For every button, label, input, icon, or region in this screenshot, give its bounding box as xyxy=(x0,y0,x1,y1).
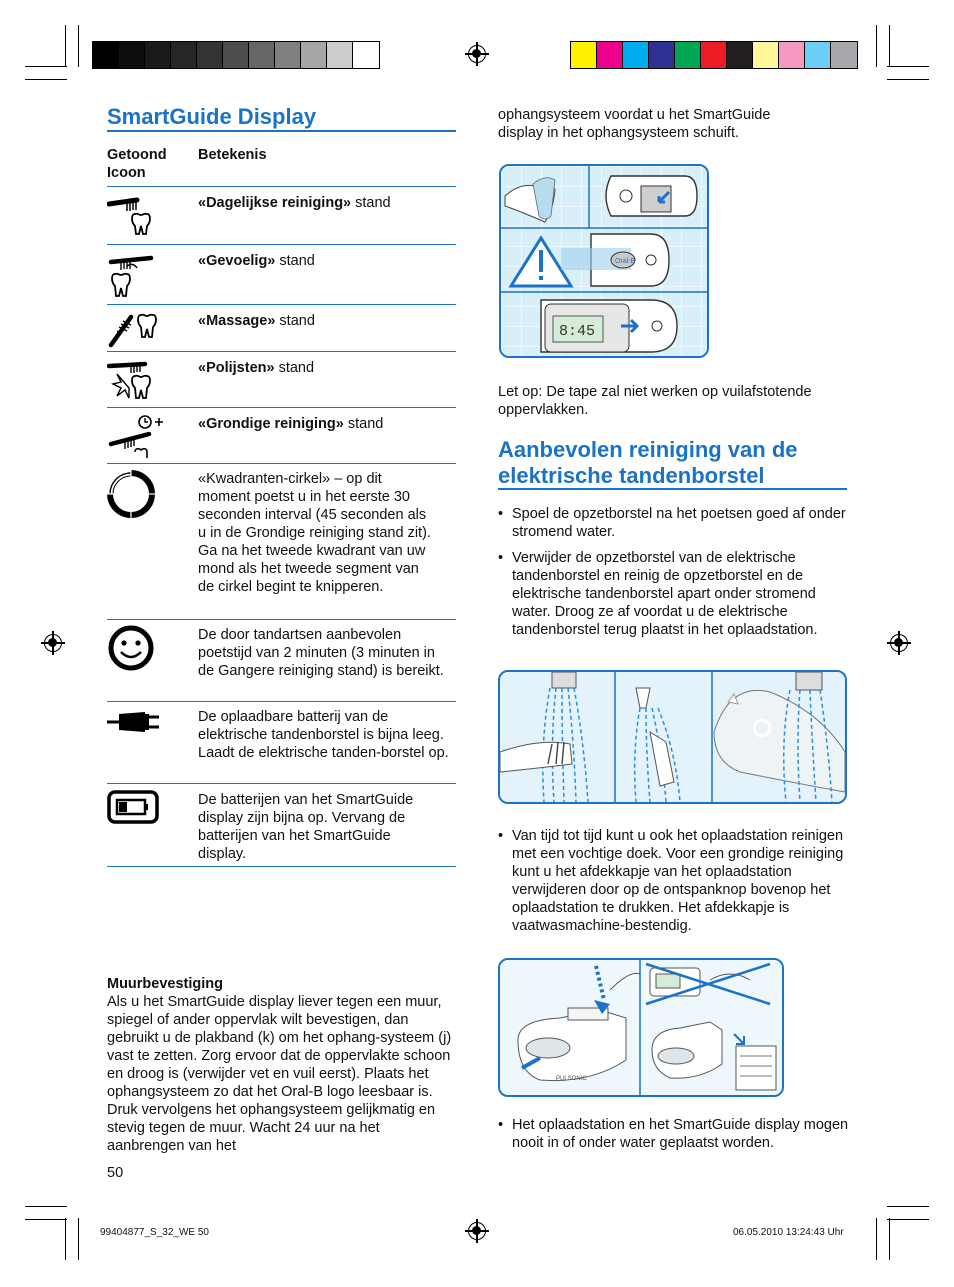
color-swatch xyxy=(701,42,727,68)
section-title-smartguide: SmartGuide Display xyxy=(107,104,317,129)
color-swatch xyxy=(753,42,779,68)
tape-note: Let op: De tape zal niet werken op vuilafstotende oppervlakken. xyxy=(498,384,812,418)
color-swatch xyxy=(831,42,857,68)
table-divider xyxy=(107,186,456,187)
table-cell-sensitive: «Gevoelig» stand xyxy=(198,253,315,269)
crop-mark xyxy=(887,1219,929,1220)
crop-mark xyxy=(78,1218,79,1260)
title-underline xyxy=(498,488,847,490)
crop-mark xyxy=(876,1218,877,1260)
crop-mark xyxy=(876,25,877,67)
crop-mark xyxy=(65,25,66,67)
battery-icon xyxy=(107,790,159,824)
color-swatch xyxy=(223,42,249,68)
footer-code: 99404877_S_32_WE 50 xyxy=(100,1227,209,1238)
table-header-icon: Getoond Icoon xyxy=(107,147,167,181)
crop-mark xyxy=(889,25,890,67)
holder-brand: Oral-B xyxy=(615,258,636,265)
cmyk-color-bar xyxy=(570,41,858,69)
table-divider xyxy=(107,463,456,464)
color-swatch xyxy=(275,42,301,68)
color-swatch xyxy=(727,42,753,68)
table-divider xyxy=(107,351,456,352)
color-swatch xyxy=(171,42,197,68)
daily-clean-icon xyxy=(107,194,157,236)
table-divider xyxy=(107,701,456,702)
color-swatch xyxy=(249,42,275,68)
color-swatch xyxy=(623,42,649,68)
charger-cleaning-illustration xyxy=(498,958,784,1097)
table-cell-massage: «Massage» stand xyxy=(198,313,315,329)
title-underline xyxy=(107,130,456,132)
color-swatch xyxy=(93,42,119,68)
crop-mark xyxy=(78,25,79,67)
table-divider xyxy=(107,304,456,305)
registration-mark-icon xyxy=(44,634,62,652)
table-divider xyxy=(107,866,456,867)
color-swatch xyxy=(145,42,171,68)
deep-clean-icon xyxy=(107,412,167,458)
crop-mark xyxy=(65,1218,66,1260)
crop-mark xyxy=(887,79,929,80)
table-cell-deep-clean: «Grondige reiniging» stand xyxy=(198,416,384,432)
rinsing-illustration xyxy=(498,670,847,804)
section-title-cleaning: Aanbevolen reiniging van de elektrische tandenborstel xyxy=(498,437,798,488)
color-swatch xyxy=(597,42,623,68)
color-swatch xyxy=(119,42,145,68)
mounting-illustration xyxy=(499,164,709,358)
footer-date: 06.05.2010 13:24:43 Uhr xyxy=(733,1227,844,1238)
crop-mark xyxy=(25,79,67,80)
color-swatch xyxy=(353,42,379,68)
continued-text: ophangsysteem voordat u het SmartGuide display in het ophangsysteem schuift. xyxy=(498,107,771,141)
smiley-icon xyxy=(107,625,155,671)
crop-mark xyxy=(25,66,67,67)
sensitive-icon xyxy=(107,250,157,298)
table-cell-polish: «Polijsten» stand xyxy=(198,360,315,376)
table-cell-plug: De oplaadbare batterij van de elektrische tandenborstel is bijna leeg. Laadt de elektrische tanden-borstel op. xyxy=(198,709,449,761)
table-divider xyxy=(107,407,456,408)
crop-mark xyxy=(887,66,929,67)
registration-mark-icon xyxy=(468,45,486,63)
registration-mark-icon xyxy=(890,634,908,652)
plug-icon xyxy=(107,704,161,740)
table-cell-smiley: De door tandartsen aanbevolen poetstijd van 2 minuten (3 minuten in de Gangere reiniging stand) is bereikt. xyxy=(198,627,444,679)
crop-mark xyxy=(889,1218,890,1260)
table-cell-quadrant: «Kwadranten-cirkel» – op dit moment poetst u in het eerste 30 seconden interval (45 seconden als u in de Grondige reiniging stand zit). Ga na het tweede kwadrant van uw mond als het tweede segment van de cirkel begint te knipperen. xyxy=(198,471,431,595)
table-divider xyxy=(107,244,456,245)
color-swatch xyxy=(805,42,831,68)
color-swatch xyxy=(779,42,805,68)
table-cell-battery: De batterijen van het SmartGuide display zijn bijna op. Vervang de batterijen van het SmartGuide display. xyxy=(198,792,414,862)
color-swatch xyxy=(649,42,675,68)
color-swatch xyxy=(327,42,353,68)
table-divider xyxy=(107,783,456,784)
table-divider xyxy=(107,619,456,620)
color-swatch xyxy=(197,42,223,68)
color-swatch xyxy=(301,42,327,68)
wall-mount-text: Als u het SmartGuide display liever tegen een muur, spiegel of ander oppervlak wilt bevestigen, dan gebruikt u de plakband (k) om het ophang-systeem (j) vast te zetten. Zorg ervoor dat de oppervlakte schoon en droog is (verwijder vet en vuil eerst). Plaats het ophangsysteem zo dat het Oral-B logo leesbaar is. Druk vervolgens het ophangsysteem gelijkmatig en stevig tegen de muur. Wacht 24 uur na het aanbrengen van het xyxy=(107,994,452,1154)
quadrant-circle-icon xyxy=(107,470,155,518)
page-number: 50 xyxy=(107,1165,124,1181)
charger-brand: PULSONIC xyxy=(556,1076,587,1082)
table-header-meaning: Betekenis xyxy=(198,147,267,163)
crop-mark xyxy=(25,1219,67,1220)
grayscale-color-bar xyxy=(92,41,380,69)
massage-icon xyxy=(107,309,163,349)
polish-icon xyxy=(107,358,157,402)
table-cell-daily: «Dagelijkse reiniging» stand xyxy=(198,195,391,211)
crop-mark xyxy=(887,1206,929,1207)
color-swatch xyxy=(675,42,701,68)
wall-mount-heading: Muurbevestiging xyxy=(107,976,224,992)
registration-mark-icon xyxy=(468,1222,486,1240)
display-time: 8:45 xyxy=(559,323,596,340)
color-swatch xyxy=(571,42,597,68)
crop-mark xyxy=(25,1206,67,1207)
